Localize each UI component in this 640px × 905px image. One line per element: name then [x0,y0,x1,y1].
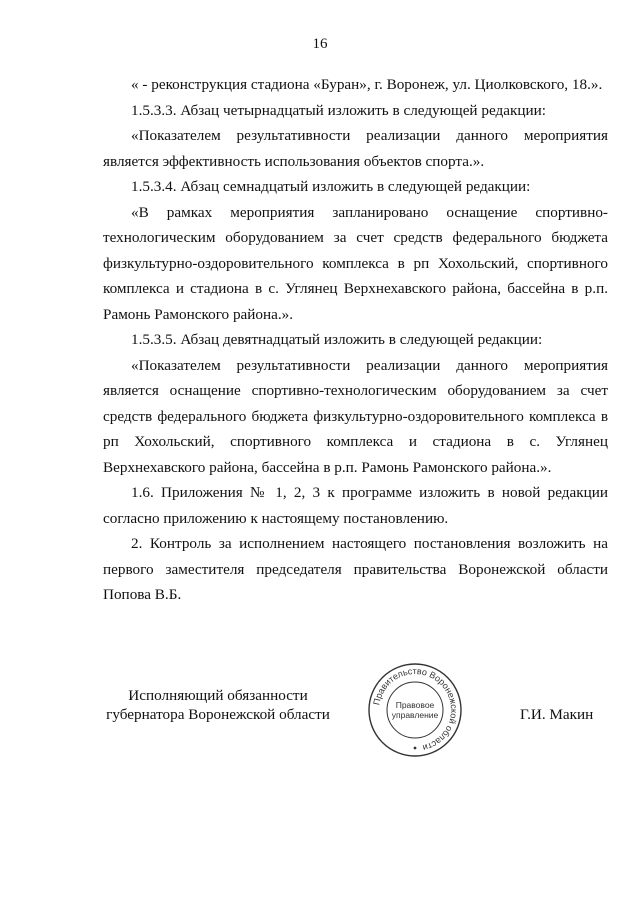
paragraph-item-stadium: « - реконструкция стадиона «Буран», г. Воронеж, ул. Циолковского, 18.». [131,76,603,93]
stamp-center-line-1: Правовое [395,700,435,710]
document-body [103,72,608,608]
page-number: 16 [312,36,328,52]
paragraph-quote-equipment-plan: «В рамках мероприятия запланировано оснащение спортивно-технологическим оборудованием за счет средств федерального бюджета физкультурно-оздоровительного комплекса в рп Хохольский, спортивного комплекса и стадиона в с. Углянец Верхнехавского района, бассейна в р.п. Рамонь Рамонского района.». [103,203,608,323]
stamp-dot [414,747,417,750]
stamp-center-line-2: управление [391,710,439,720]
paragraph-clause-1-5-3-5: 1.5.3.5. Абзац девятнадцатый изложить в следующей редакции: [131,331,543,348]
paragraph-clause-1-6: 1.6. Приложения № 1, 2, 3 к программе изложить в новой редакции согласно приложению к настоящему постановлению. [103,484,608,527]
paragraph-quote-equipment-indicator: «Показателем результативности реализации данного мероприятия является оснащение спортивно-технологическим оборудованием за счет средств федерального бюджета физкультурно-оздоровительного комплекса в рп Хохольский, спортивного комплекса и стадиона в с. Углянец Верхнехавского района, бассейна в р.п. Рамонь Рамонского района.». [103,356,608,476]
signatory-title-line-2: губернатора Воронежской области [106,706,330,723]
paragraph-control-clause: 2. Контроль за исполнением настоящего постановления возложить на первого заместителя председателя правительства Воронежской области Попова В.Б. [103,535,608,603]
paragraph-clause-1-5-3-3: 1.5.3.3. Абзац четырнадцатый изложить в следующей редакции: [131,101,546,119]
signatory-title-line-1: Исполняющий обязанности [128,687,308,704]
signatory-name: Г.И. Макин [520,706,594,723]
paragraph-clause-1-5-3-4: 1.5.3.4. Абзац семнадцатый изложить в следующей редакции: [131,178,531,195]
legal-department-stamp [365,660,465,760]
stamp-ring-text: Правительство Воронежской области [371,665,460,754]
signatory-title [103,686,333,724]
paragraph-quote-effectiveness: «Показателем результативности реализации данного мероприятия является эффективность использования объектов спорта.». [103,127,608,170]
signature-block [0,686,640,766]
